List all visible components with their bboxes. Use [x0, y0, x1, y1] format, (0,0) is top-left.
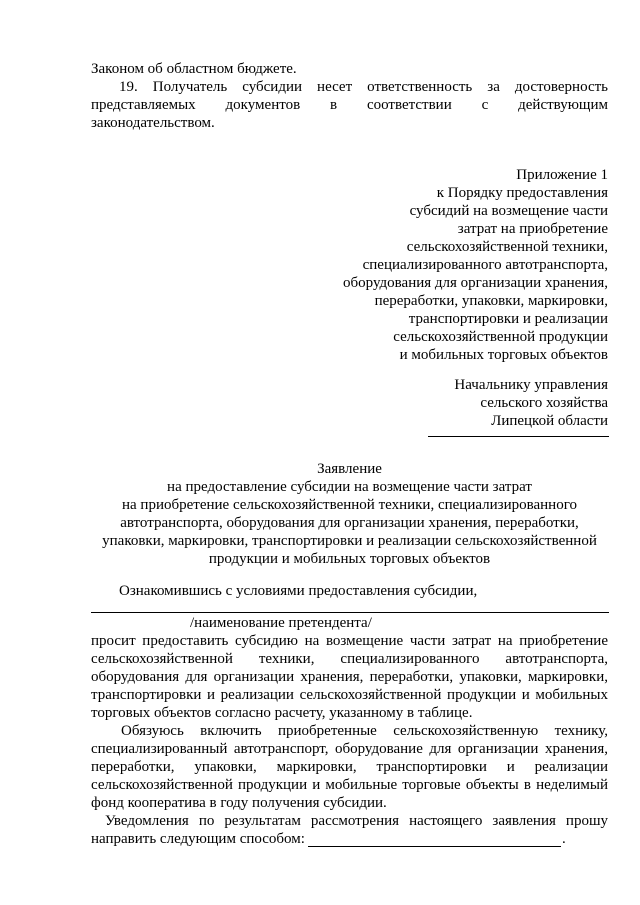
request-line: транспортировки и реализации сельскохозяйственной продукции и мобильных	[91, 687, 608, 703]
obligation-line: фонд кооператива в году получения субсидии.	[91, 795, 387, 811]
statement-subtitle-line: автотранспорта, оборудования для организации хранения, переработки,	[120, 515, 579, 531]
appendix-line: переработки, упаковки, маркировки,	[374, 293, 608, 309]
appendix-line: оборудования для организации хранения,	[343, 275, 608, 291]
appendix-line: Приложение 1	[516, 167, 608, 183]
obligation-line: специализированный автотранспорт, оборудование для организации хранения,	[91, 741, 608, 757]
addressee-line: Начальнику управления	[454, 377, 608, 393]
notify-end-period: .	[562, 831, 566, 847]
request-line: торговых объектов согласно расчету, указанному в таблице.	[91, 705, 473, 721]
statement-subtitle-line: продукции и мобильных торговых объектов	[208, 551, 491, 567]
request-line: сельскохозяйственной техники, специализированного автотранспорта,	[91, 651, 608, 667]
statement-subtitle-line: упаковки, маркировки, транспортировки и реализации сельскохозяйственной	[102, 533, 597, 549]
clause-19-line-3: законодательством.	[91, 115, 215, 131]
clause-19-line-2: представляемых документов в соответствии с действующим	[91, 97, 608, 113]
appendix-line: сельскохозяйственной продукции	[393, 329, 608, 345]
notify-method-field[interactable]	[308, 846, 561, 847]
addressee-signature-line	[428, 436, 609, 437]
notify-line-1: Уведомления по результатам рассмотрения настоящего заявления прошу	[105, 813, 608, 829]
appendix-line: сельскохозяйственной техники,	[406, 239, 608, 255]
appendix-line: затрат на приобретение	[457, 221, 608, 237]
request-line: оборудования для организации хранения, переработки, упаковки, маркировки,	[91, 669, 608, 685]
applicant-name-field[interactable]	[91, 612, 609, 613]
appendix-line: к Порядку предоставления	[436, 185, 608, 201]
addressee-line: сельского хозяйства	[480, 395, 608, 411]
statement-subtitle-line: на приобретение сельскохозяйственной техники, специализированного	[122, 497, 577, 513]
addressee-line: Липецкой области	[491, 413, 608, 429]
obligation-line: переработки, упаковки, маркировки, транспортировки и реализации	[91, 759, 608, 775]
appendix-line: и мобильных торговых объектов	[399, 347, 608, 363]
request-line: просит предоставить субсидию на возмещение части затрат на приобретение	[91, 633, 608, 649]
appendix-line: транспортировки и реализации	[408, 311, 608, 327]
obligation-line: сельскохозяйственной продукции и мобильные торговые объекты в неделимый	[91, 777, 608, 793]
law-reference-line: Законом об областном бюджете.	[91, 61, 297, 77]
notify-line-2: направить следующим способом:	[91, 831, 305, 847]
clause-19-line-1: 19. Получатель субсидии несет ответственность за достоверность	[119, 79, 608, 95]
statement-subtitle-line: на предоставление субсидии на возмещение части затрат	[167, 479, 532, 495]
appendix-line: субсидий на возмещение части	[409, 203, 608, 219]
appendix-line: специализированного автотранспорта,	[362, 257, 608, 273]
obligation-line: Обязуюсь включить приобретенные сельскохозяйственную технику,	[121, 723, 608, 739]
intro-text: Ознакомившись с условиями предоставления субсидии,	[119, 583, 478, 599]
applicant-caption: /наименование претендента/	[190, 615, 372, 631]
statement-title: Заявление	[317, 461, 382, 477]
